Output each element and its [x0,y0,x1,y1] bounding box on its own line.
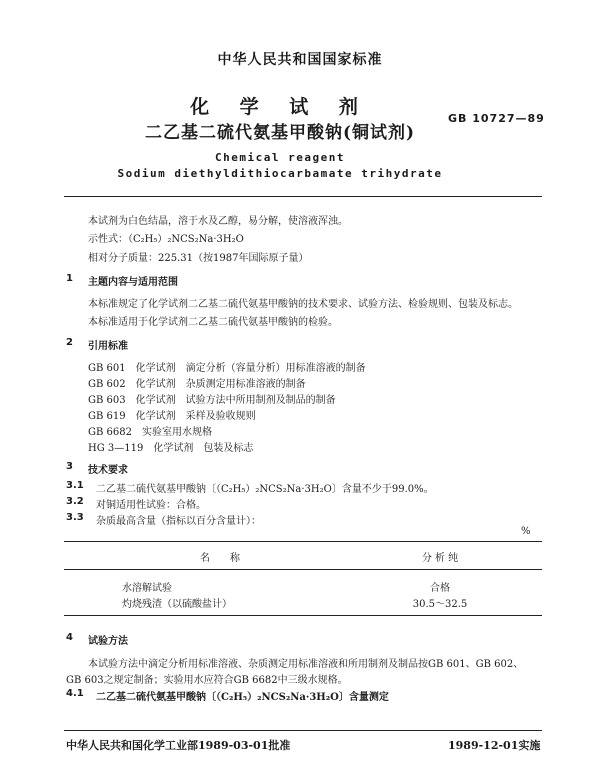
table-header-rule [64,569,542,570]
clause-number: 3.3 [66,512,84,523]
title-line-2: 二乙基二硫代氨基甲酸钠(铜试剂) [144,123,416,143]
standard-number: GB 10727—89 [448,112,545,125]
section-3-heading: 技术要求 [88,465,128,476]
footer-divider [64,730,542,731]
intro-description: 本试剂为白色结晶，溶于水及乙醇，易分解，使溶液浑浊。 [88,216,348,227]
section-2-heading: 引用标准 [88,341,128,352]
reference-item: GB 601 化学试剂 滴定分析（容量分析）用标准溶液的制备 [88,363,366,374]
table-cell-value: 合格 [430,583,450,594]
intro-molecular-mass: 相对分子质量：225.31（按1987年国际原子量） [88,253,309,264]
intro-formula: 示性式：（C₂H₅）₂NCS₂Na·3H₂O [88,234,244,245]
section-2-number: 2 [66,337,73,348]
table-top-rule [64,541,542,542]
reference-item: GB 619 化学试剂 采样及验收规则 [88,411,256,422]
section-4-paragraph-line-1: 本试验方法中滴定分析用标准溶液、杂质测定用标准溶液和所用制剂及制品按GB 601、GB 602、 [88,659,524,670]
section-3-number: 3 [66,461,73,472]
clause-text: 对铜适用性试验：合格。 [96,500,206,511]
reference-item: GB 602 化学试剂 杂质测定用标准溶液的制备 [88,379,306,390]
section-1-heading: 主题内容与适用范围 [88,277,178,288]
clause-text: 杂质最高含量（指标以百分含量计）： [96,516,261,527]
table-cell-name: 灼烧残渣（以硫酸盐计） [122,599,232,610]
reference-item: HG 3—119 化学试剂 包装及标志 [88,443,254,454]
clause-text: 二乙基二硫代氨基甲酸钠〔（C₂H₅）₂NCS₂Na·3H₂O〕含量不少于99.0%。 [96,484,434,495]
issuing-authority: 中华人民共和国国家标准 [217,52,383,68]
english-title-1: Chemical reagent [215,151,345,164]
table-cell-value: 30.5～32.5 [412,599,468,610]
table-header-grade: 分 析 纯 [421,553,459,564]
section-4-heading: 试验方法 [88,636,128,647]
table-header-name: 名 称 [200,553,240,564]
title-line-1: 化 学 试 剂 [190,96,370,118]
section-1-paragraph-1: 本标准规定了化学试剂二乙基二硫代氨基甲酸钠的技术要求、试验方法、检验规则、包装及标志。 [88,299,518,310]
section-4-number: 4 [66,632,73,643]
clause-4-1-heading: 二乙基二硫代氨基甲酸钠〔（C₂H₅）₂NCS₂Na·3H₂O〕含量测定 [96,692,389,703]
implementation-date: 1989-12-01实施 [448,739,541,752]
section-1-paragraph-2: 本标准适用于化学试剂二乙基二硫代氨基甲酸钠的检验。 [88,317,338,328]
reference-item: GB 603 化学试剂 试验方法中所用制剂及制品的制备 [88,395,336,406]
section-4-paragraph-line-2: GB 603之规定制备；实验用水应符合GB 6682中三级水规格。 [66,675,348,686]
table-cell-name: 水溶解试验 [122,583,172,594]
section-1-number: 1 [66,273,73,284]
header-divider [64,196,542,197]
clause-number: 3.1 [66,480,84,491]
unit-label: % [521,526,531,537]
english-title-2: Sodium diethyldithiocarbamate trihydrate [117,167,443,180]
clause-number: 4.1 [66,688,84,699]
table-bottom-rule [64,615,542,616]
approval-note: 中华人民共和国化学工业部1989-03-01批准 [66,739,291,752]
clause-number: 3.2 [66,496,84,507]
reference-item: GB 6682 实验室用水规格 [88,427,212,438]
